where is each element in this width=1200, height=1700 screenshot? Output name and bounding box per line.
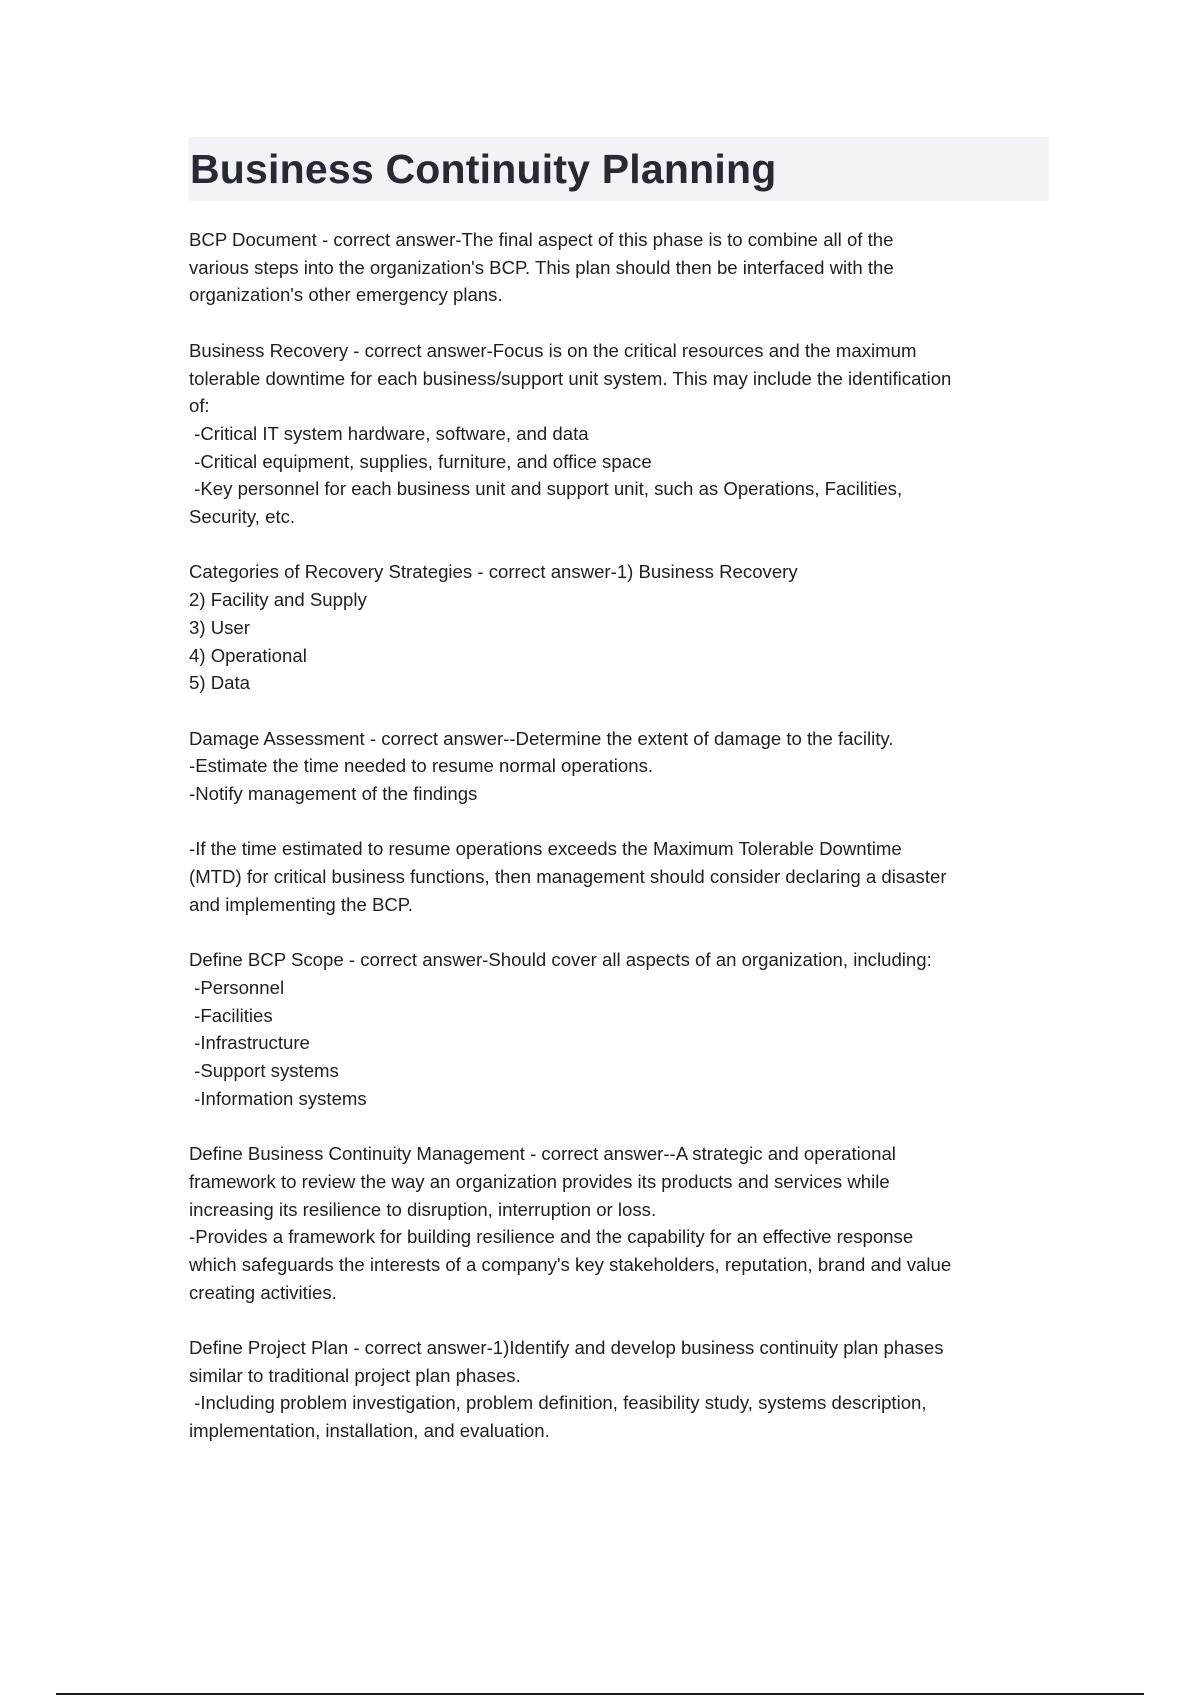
definition-entry <box>189 835 1059 918</box>
entry-text-line: of: <box>189 395 210 417</box>
entry-term-line: BCP Document - correct answer-The final aspect of this phase is to combine all of the <box>189 229 894 250</box>
entry-text-line: -Including problem investigation, problem definition, feasibility study, systems description, <box>189 1392 927 1414</box>
entry-term-line: Define BCP Scope - correct answer-Should cover all aspects of an organization, including: <box>189 949 932 971</box>
entry-text-line: 4) Operational <box>189 644 307 666</box>
entry-text-line: -Provides a framework for building resilience and the capability for an effective response <box>189 1226 914 1248</box>
entry-term-line: Damage Assessment - correct answer--Determine the extent of damage to the facility. <box>189 727 894 749</box>
page-title: Business Continuity Planning <box>190 146 777 192</box>
entry-term-line: Categories of Recovery Strategies - correct answer-1) Business Recovery <box>189 561 798 583</box>
entry-text-line: -Notify management of the findings <box>189 783 478 805</box>
entry-term-line: Define Business Continuity Management - correct answer--A strategic and operational <box>189 1143 896 1165</box>
entry-text-line: creating activities. <box>189 1281 337 1303</box>
document-body <box>189 226 1059 1473</box>
entry-text-line: -Facilities <box>189 1004 273 1026</box>
entry-text-line: framework to review the way an organization provides its products and services while <box>189 1170 890 1192</box>
title-band <box>189 137 1049 201</box>
entry-text-line: similar to traditional project plan phases. <box>189 1364 521 1386</box>
entry-text-line: -Key personnel for each business unit and support unit, such as Operations, Facilities, <box>189 478 903 500</box>
entry-term-line: Define Project Plan - correct answer-1)Identify and develop business continuity plan phases <box>189 1337 944 1359</box>
entry-text-line: and implementing the BCP. <box>189 893 413 915</box>
entry-text-line: 2) Facility and Supply <box>189 589 367 611</box>
entry-text-line: -Critical equipment, supplies, furniture, and office space <box>189 450 652 472</box>
definition-entry <box>189 558 1059 697</box>
entry-text-line: -Personnel <box>189 976 285 998</box>
definition-entry <box>189 946 1059 1112</box>
entry-text-line: which safeguards the interests of a company's key stakeholders, reputation, brand and value <box>189 1253 952 1275</box>
entry-text-line: organization's other emergency plans. <box>189 284 503 306</box>
entry-text-line: various steps into the organization's BCP. This plan should then be interfaced with the <box>189 256 894 278</box>
definition-entry <box>189 1334 1059 1445</box>
definition-entry <box>189 337 1059 531</box>
definition-entry <box>189 725 1059 808</box>
entry-term-line: Business Recovery - correct answer-Focus is on the critical resources and the maximum <box>189 339 917 361</box>
entry-text-line: -Information systems <box>189 1087 367 1109</box>
footer-divider <box>56 1693 1144 1695</box>
entry-text-line: -Infrastructure <box>189 1032 310 1054</box>
entry-text-line: 3) User <box>189 616 250 638</box>
entry-text-line: increasing its resilience to disruption, interruption or loss. <box>189 1198 657 1220</box>
entry-text-line: -Support systems <box>189 1060 339 1082</box>
entry-text-line: -Estimate the time needed to resume normal operations. <box>189 755 654 777</box>
entry-term-line: -If the time estimated to resume operations exceeds the Maximum Tolerable Downtime <box>189 838 902 860</box>
entry-text-line: -Critical IT system hardware, software, and data <box>189 422 589 444</box>
entry-text-line: 5) Data <box>189 672 250 694</box>
definition-entry <box>189 226 1059 309</box>
entry-text-line: tolerable downtime for each business/support unit system. This may include the identification <box>189 367 952 389</box>
entry-text-line: implementation, installation, and evaluation. <box>189 1420 550 1442</box>
entry-text-line: Security, etc. <box>189 506 296 528</box>
definition-entry <box>189 1140 1059 1306</box>
entry-text-line: (MTD) for critical business functions, then management should consider declaring a disaster <box>189 866 947 888</box>
